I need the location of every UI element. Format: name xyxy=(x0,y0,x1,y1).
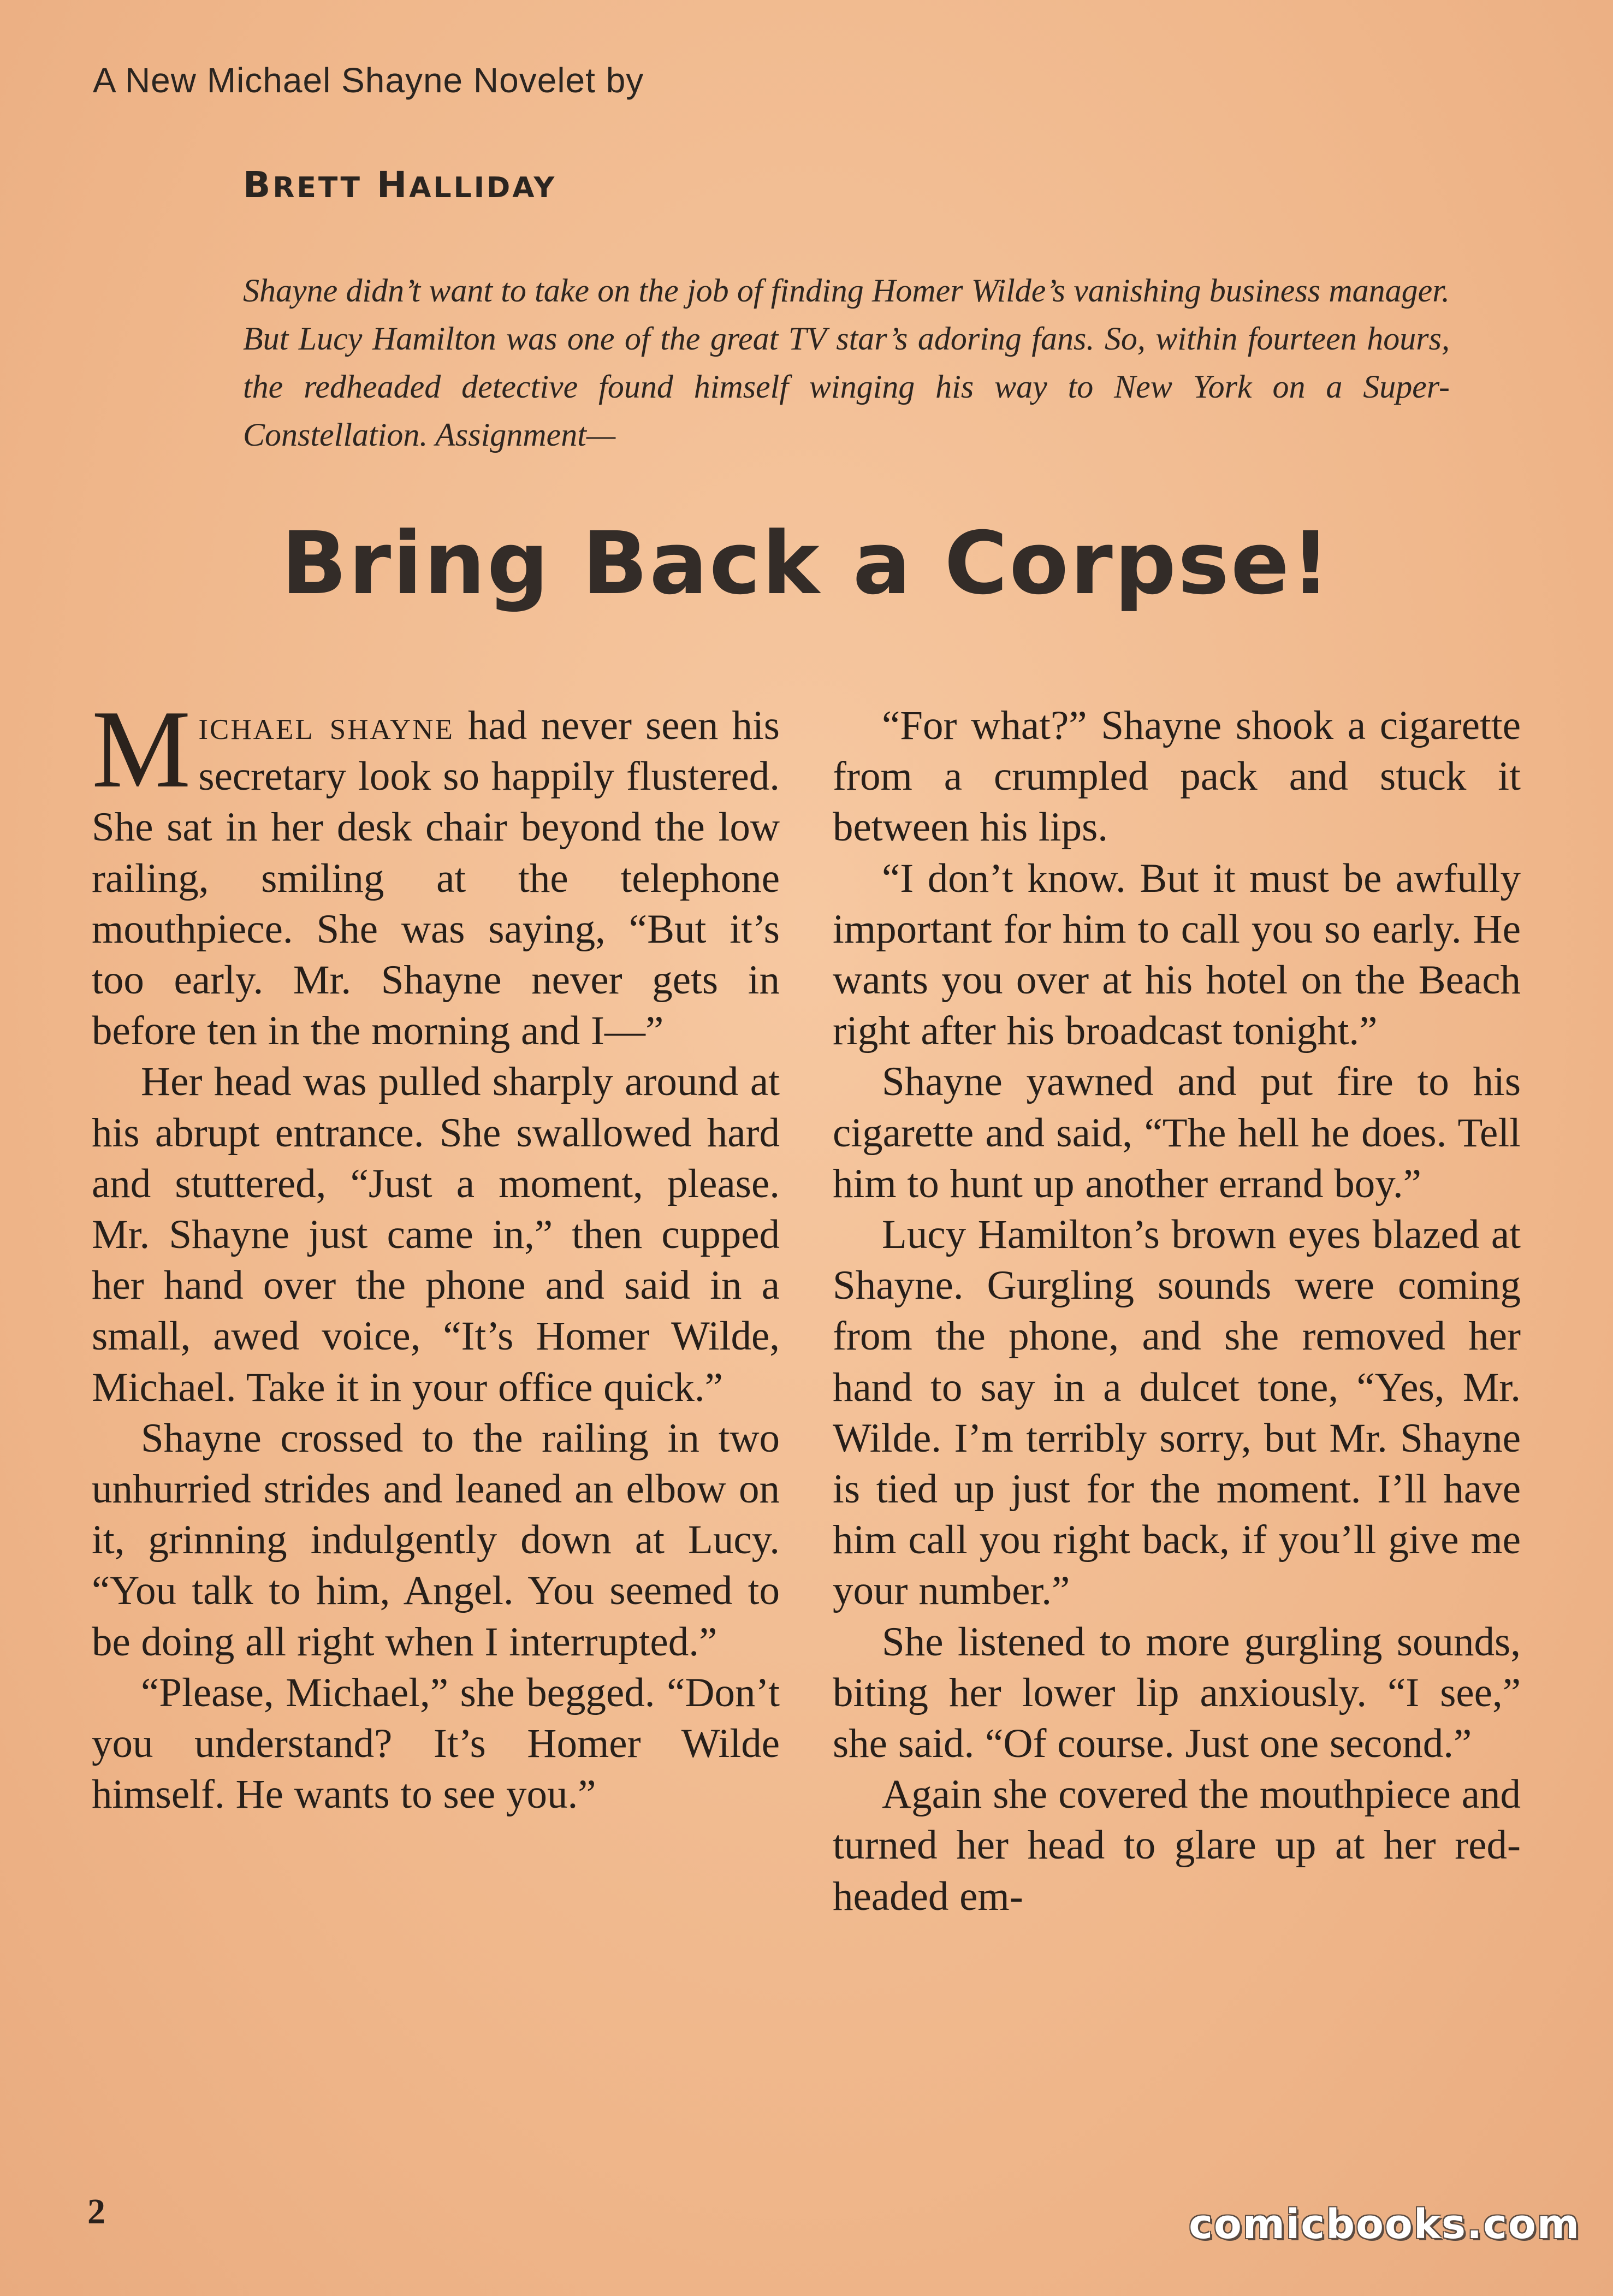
story-headline: Bring Back a Corpse! xyxy=(281,513,1332,614)
text-column-left xyxy=(92,688,780,1820)
author-first-rest: RETT xyxy=(272,171,363,204)
story-paragraph: Lucy Hamilton’s brown eyes blazed at Shayne. Gurgling sounds were coming from the phone, and she removed her hand to say in a dulcet tone, “Yes, Mr. Wilde. I’m terribly sorry, but Mr. Shayne is tied up just for the moment. I’ll have him call you right back, if you’ll give me your number.” xyxy=(833,1212,1521,1614)
paragraph-text: had never seen his secretary look so happily flustered. She sat in her desk chair beyond the low railing, smiling at the telephone mouthpiece. She was saying, “But it’s too early. Mr. Shayne never gets in before ten in the morning and I—” xyxy=(92,703,780,1054)
opening-smallcaps: ichael shayne xyxy=(198,703,454,748)
story-paragraph: She listened to more gurgling sounds, biting her lower lip anxiously. “I see,” she said. “Of course. Just one second.” xyxy=(833,1619,1521,1767)
story-paragraph: “For what?” Shayne shook a cigarette from a crumpled pack and stuck it between his lips. xyxy=(833,703,1521,850)
story-paragraph: “Please, Michael,” she begged. “Don’t you understand? It’s Homer Wilde himself. He wants to see you.” xyxy=(92,1670,780,1818)
story-paragraph: Shayne yawned and put fire to his cigarette and said, “The hell he does. Tell him to hunt up another errand boy.” xyxy=(833,1059,1521,1206)
story-paragraph xyxy=(92,688,780,1056)
page-number: 2 xyxy=(87,2192,105,2232)
author-byline xyxy=(243,164,556,206)
story-blurb: Shayne didn’t want to take on the job of finding Homer Wilde’s vanishing business manager. But Lucy Hamilton was one of the great TV star’s adoring fans. So, within fourteen hours, the redheaded detective found himself winging his way to New York on a Super-Constellation. Assignment— xyxy=(243,273,1450,453)
story-paragraph: “I don’t know. But it must be awfully important for him to call you so early. He wants you over at his hotel on the Beach right after his broadcast tonight.” xyxy=(833,855,1521,1054)
story-paragraph: Her head was pulled sharply around at his abrupt entrance. She swallowed hard and stuttered, “Just a moment, please. Mr. Shayne just came in,” then cupped her hand over the phone and said in a small, awed voice, “It’s Homer Wilde, Michael. Take it in your office quick.” xyxy=(92,1059,780,1410)
drop-cap: M xyxy=(92,688,191,811)
series-line: A New Michael Shayne Novelet by xyxy=(93,61,644,100)
site-watermark: comicbooks.com xyxy=(1189,2201,1580,2248)
author-last-rest: ALLIDAY xyxy=(409,171,557,204)
story-paragraph: Shayne crossed to the railing in two unhurried strides and leaned an elbow on it, grinning indulgently down at Lucy. “You talk to him, Angel. You seemed to be doing all right when I interrupted.” xyxy=(92,1415,780,1665)
text-column-right xyxy=(833,700,1521,1922)
author-last-initial: H xyxy=(377,164,410,206)
author-first-initial: B xyxy=(243,164,273,206)
story-paragraph: Again she covered the mouthpiece and turned her head to glare up at her red-headed em- xyxy=(833,1772,1521,1919)
